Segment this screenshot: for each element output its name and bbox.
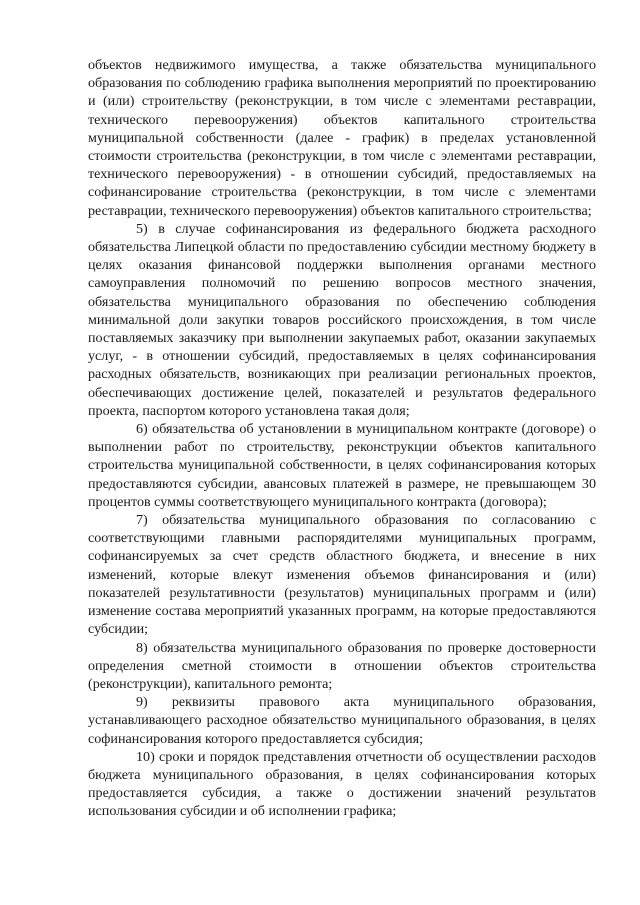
paragraph-item-10: 10) сроки и порядок представления отчетности об осуществлении расходов бюджета муниципального образования, в целях софинансирования которых предоставляется субсидия, а также о достижении значений результатов использования субсидии и об исполнении графика; bbox=[88, 748, 596, 820]
paragraph-continuation: объектов недвижимого имущества, а также обязательства муниципального образования по соблюдению графика выполнения мероприятий по проектированию и (или) строительству (реконструкции, в том числе с элементами реставрации, технического перевооружения) объектов капитального строительства муниципальной собственности (далее - график) в пределах установленной стоимости строительства (реконструкции, в том числе с элементами реставрации, технического перевооружения) - в отношении субсидий, предоставляемых на софинансирование строительства (реконструкции, в том числе с элементами реставрации, технического перевооружения) объектов капитального строительства; bbox=[88, 57, 596, 219]
paragraph-item-6: 6) обязательства об установлении в муниципальном контракте (договоре) о выполнении работ по строительству, реконструкции объектов капитального строительства муниципальной собственности, в целях софинансирования которых предоставляются субсидии, авансовых платежей в размере, не превышающем 30 процентов суммы соответствующего муниципального контракта (договора); bbox=[88, 421, 596, 510]
paragraph-item-7: 7) обязательства муниципального образования по согласованию с соответствующими главными распорядителями муниципальных программ, софинансируемых за счет средств областного бюджета, и внесение в них изменений, которые влекут изменения объемов финансирования и (или) показателей результативности (результатов) муниципальных программ и (или) изменение состава мероприятий указанных программ, на которые предоставляются субсидии; bbox=[88, 512, 596, 638]
paragraph-item-5: 5) в случае софинансирования из федерального бюджета расходного обязательства Липецкой области по предоставлению субсидии местному бюджету в целях оказания финансовой поддержки выполнения органами местного самоуправления полномочий по решению вопросов местного значения, обязательства муниципального образования по обеспечению соблюдения минимальной доли закупки товаров российского происхождения, в том числе поставляемых заказчику при выполнении закупаемых работ, оказании закупаемых услуг, - в отношении субсидий, предоставляемых в целях софинансирования расходных обязательств, возникающих при реализации региональных проектов, обеспечивающих достижение целей, показателей и результатов федерального проекта, паспортом которого установлена такая доля; bbox=[88, 220, 596, 419]
paragraph-item-8: 8) обязательства муниципального образования по проверке достоверности определения сметной стоимости в отношении объектов строительства (реконструкции), капитального ремонта; bbox=[88, 639, 596, 692]
document-page bbox=[88, 56, 596, 821]
paragraph-item-9: 9) реквизиты правового акта муниципального образования, устанавливающего расходное обязательство муниципального образования, в целях софинансирования которого предоставляется субсидия; bbox=[88, 694, 596, 747]
